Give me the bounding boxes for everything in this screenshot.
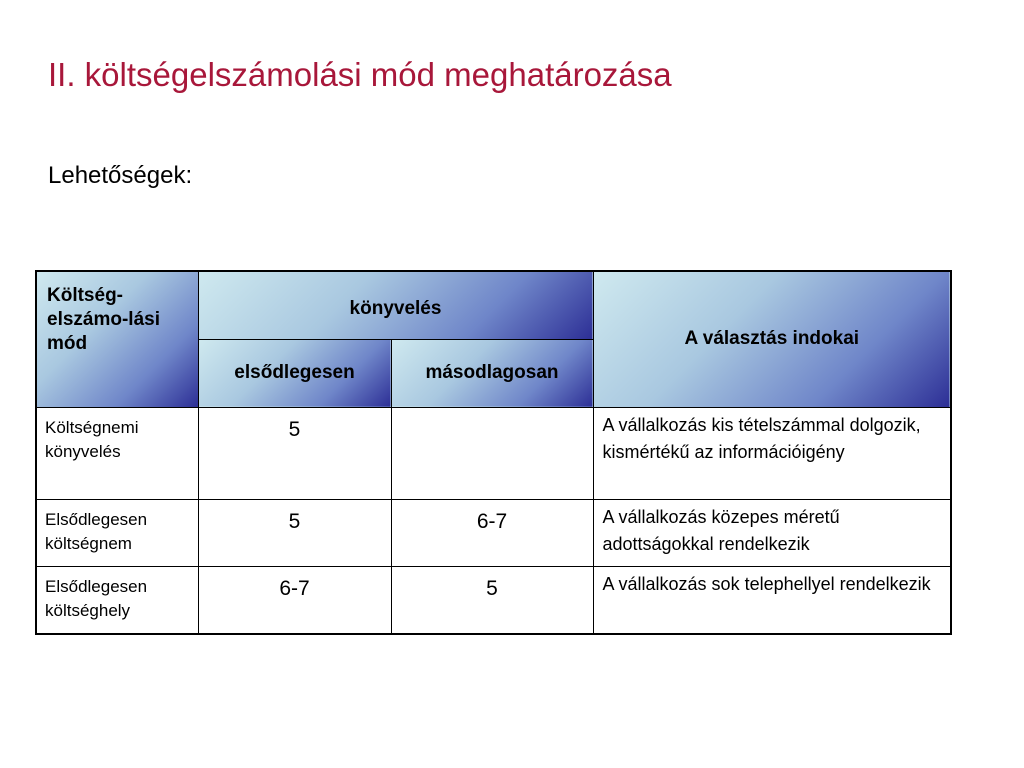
header-elsodlegesen: elsődlegesen (198, 339, 391, 407)
row-secondary: 5 (391, 566, 593, 634)
row-primary: 6-7 (198, 566, 391, 634)
row-secondary (391, 407, 593, 499)
cost-accounting-table (35, 270, 952, 635)
table-row (36, 499, 951, 566)
row-name: Elsődlegesen költséghely (36, 566, 198, 634)
header-reason: A választás indokai (593, 271, 951, 407)
header-konyveles: könyvelés (198, 271, 593, 339)
table-row (36, 407, 951, 499)
slide-subtitle: Lehetőségek: (48, 162, 193, 189)
row-reason: A vállalkozás közepes méretű adottságokkal rendelkezik (593, 499, 951, 566)
row-reason: A vállalkozás sok telephellyel rendelkezik (593, 566, 951, 634)
row-name: Költségnemi könyvelés (36, 407, 198, 499)
header-cost-method: Költség-elszámo-lási mód (36, 271, 198, 407)
row-name: Elsődlegesen költségnem (36, 499, 198, 566)
slide-title: II. költségelszámolási mód meghatározása (48, 56, 672, 93)
row-secondary: 6-7 (391, 499, 593, 566)
table-row (36, 566, 951, 634)
row-reason: A vállalkozás kis tételszámmal dolgozik, kismértékű az információigény (593, 407, 951, 499)
header-masodlagosan: másodlagosan (391, 339, 593, 407)
row-primary: 5 (198, 499, 391, 566)
row-primary: 5 (198, 407, 391, 499)
